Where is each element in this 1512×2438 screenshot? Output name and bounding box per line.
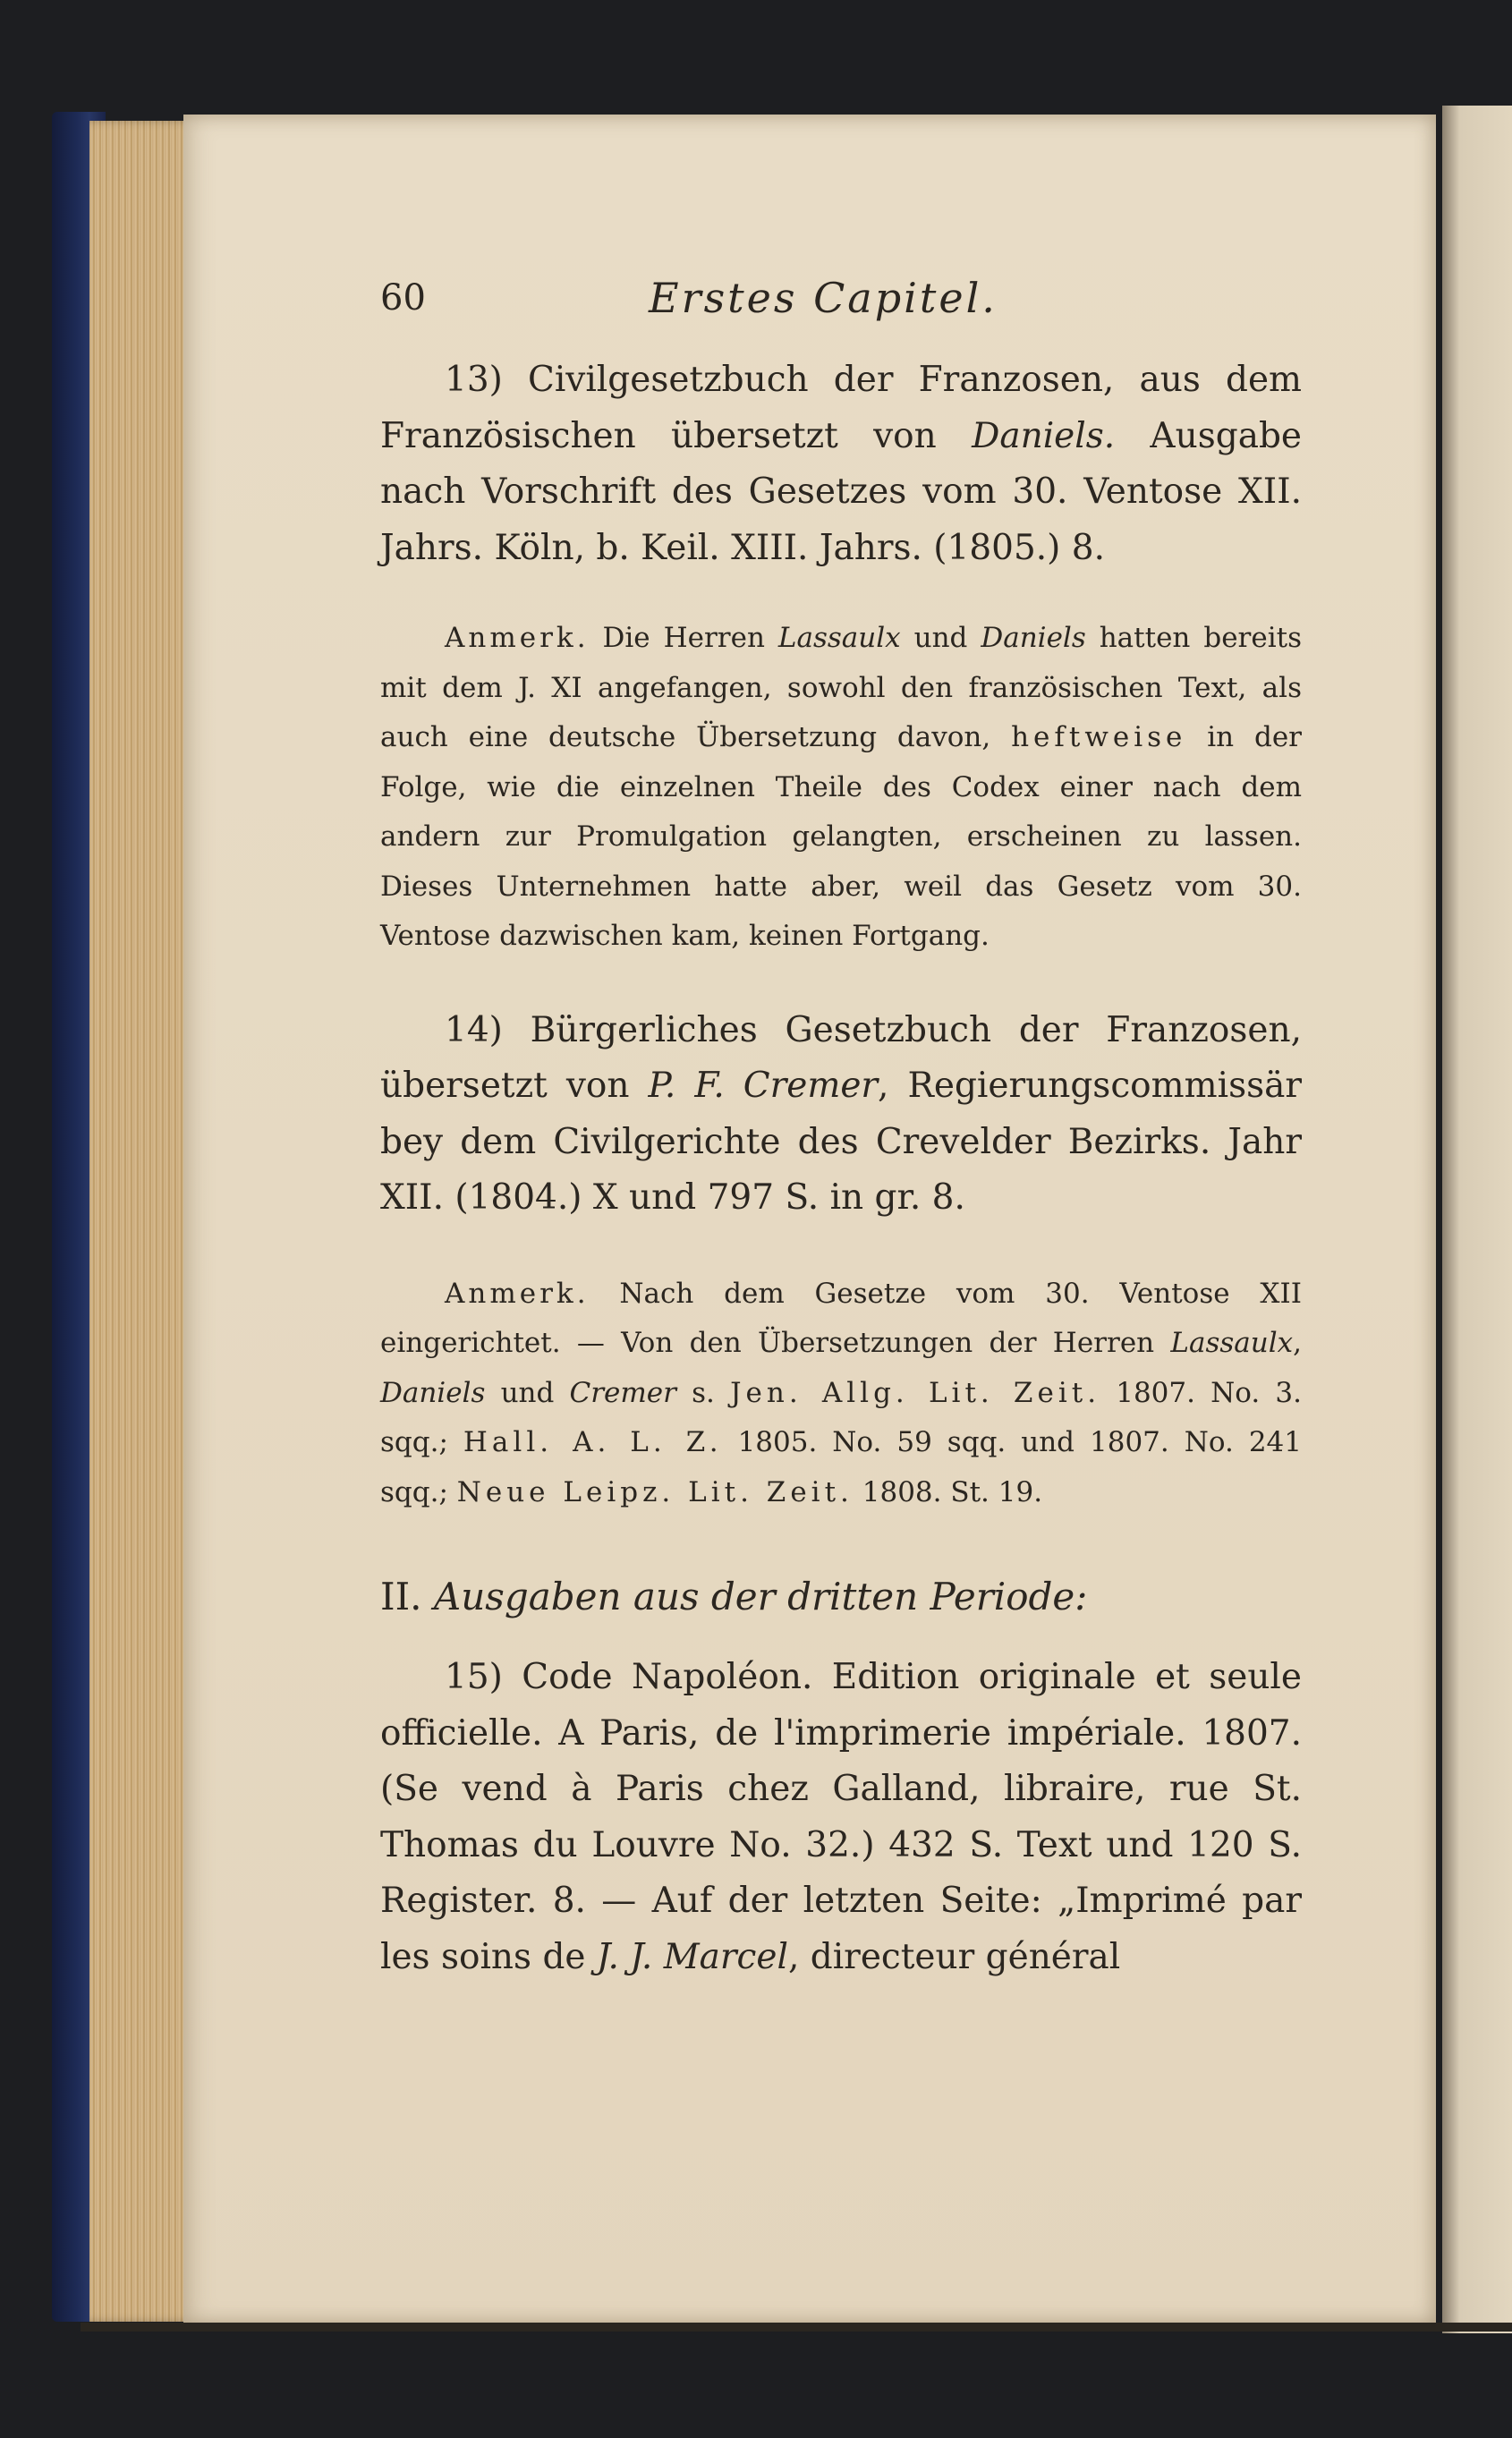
- author-name: J. J. Marcel: [596, 1936, 788, 1977]
- note-text: s.: [675, 1376, 731, 1409]
- note-label: Anmerk.: [445, 1277, 590, 1310]
- author-name: Daniels: [981, 622, 1086, 654]
- page-header: [380, 268, 1302, 340]
- journal-title: Jen. Allg. Lit. Zeit.: [730, 1376, 1101, 1409]
- entry-14: [380, 1003, 1302, 1227]
- author-name: Lassaulx: [1170, 1327, 1294, 1359]
- entry-13: [380, 353, 1302, 576]
- note-text: ,: [1293, 1327, 1302, 1359]
- author-name: P. F. Cremer: [648, 1066, 879, 1106]
- entry-text: Code Napoléon. Edition originale et seule officielle. A Paris, de l'imprimerie impériale. 1807. (Se vend à Paris chez Galland, libraire, rue St. Thomas du Louvre No. 32.) 432 S. Text und 120 S. Register. 8. — Auf der letzten Seite: „Imprimé par les soins de: [380, 1657, 1302, 1977]
- note-14: [380, 1270, 1302, 1518]
- entry-number: 13): [445, 360, 503, 400]
- spaced-word: heftweise: [1011, 721, 1187, 753]
- note-text: 1808. St. 19.: [853, 1475, 1043, 1508]
- note-text: hatten bereits mit dem J. XI angefangen, sowohl den französischen Text, als auch eine deutsche Übersetzung davon,: [380, 622, 1302, 753]
- author-name: Lassaulx: [777, 622, 901, 654]
- bottom-edge: [81, 2323, 1512, 2332]
- page-content: [380, 268, 1302, 1985]
- entry-15: [380, 1650, 1302, 1985]
- note-text: und: [900, 622, 981, 654]
- entry-text: Ausgabe nach Vorschrift des Gesetzes vom 30. Ventose XII. Jahrs. Köln, b. Keil. XIII. Jahrs. (1805.) 8.: [380, 415, 1302, 568]
- author-name: Daniels.: [972, 415, 1116, 456]
- note-text: in der Folge, wie die einzelnen Theile des Codex einer nach dem andern zur Promulgation gelangten, erscheinen zu lassen. Dieses Unternehmen hatte aber, weil das Gesetz vom 30. Ventose dazwischen kam, keinen Fortgang.: [380, 721, 1302, 952]
- journal-title: Neue Leipz. Lit. Zeit.: [456, 1475, 854, 1508]
- entry-number: 14): [445, 1009, 503, 1050]
- facing-page-edge: [1442, 106, 1512, 2333]
- entry-text: Bürgerliches Gesetzbuch der Franzosen, übersetzt von: [380, 1009, 1302, 1106]
- author-name: Cremer: [569, 1376, 676, 1409]
- section-heading: [380, 1569, 1302, 1625]
- journal-title: Hall. A. L. Z.: [463, 1426, 723, 1458]
- entry-number: 15): [445, 1657, 503, 1697]
- section-title: Ausgaben aus der dritten Periode:: [433, 1575, 1088, 1618]
- note-text: 1805. No. 59 sqq. und 1807. No. 241 sqq.;: [380, 1426, 1302, 1508]
- author-name: Daniels: [380, 1376, 486, 1409]
- note-text: Nach dem Gesetze vom 30. Ventose XII eingerichtet. — Von den Übersetzungen der Herren: [380, 1277, 1302, 1359]
- entry-text: Civilgesetzbuch der Franzosen, aus dem Französischen übersetzt von: [380, 360, 1302, 456]
- entry-text: , Regierungscommissär bey dem Civilgerichte des Crevelder Bezirks. Jahr XII. (1804.) X und 797 S. in gr. 8.: [380, 1066, 1303, 1218]
- entry-text: , directeur général: [787, 1936, 1121, 1977]
- note-text: Die Herren: [589, 622, 778, 654]
- note-text: 1807. No. 3. sqq.;: [380, 1376, 1302, 1458]
- running-title: Erstes Capitel.: [649, 274, 998, 322]
- page-number: 60: [380, 277, 426, 319]
- note-text: und: [485, 1376, 570, 1409]
- section-numeral: II.: [380, 1575, 422, 1618]
- note-label: Anmerk.: [445, 622, 590, 654]
- note-13: [380, 614, 1302, 962]
